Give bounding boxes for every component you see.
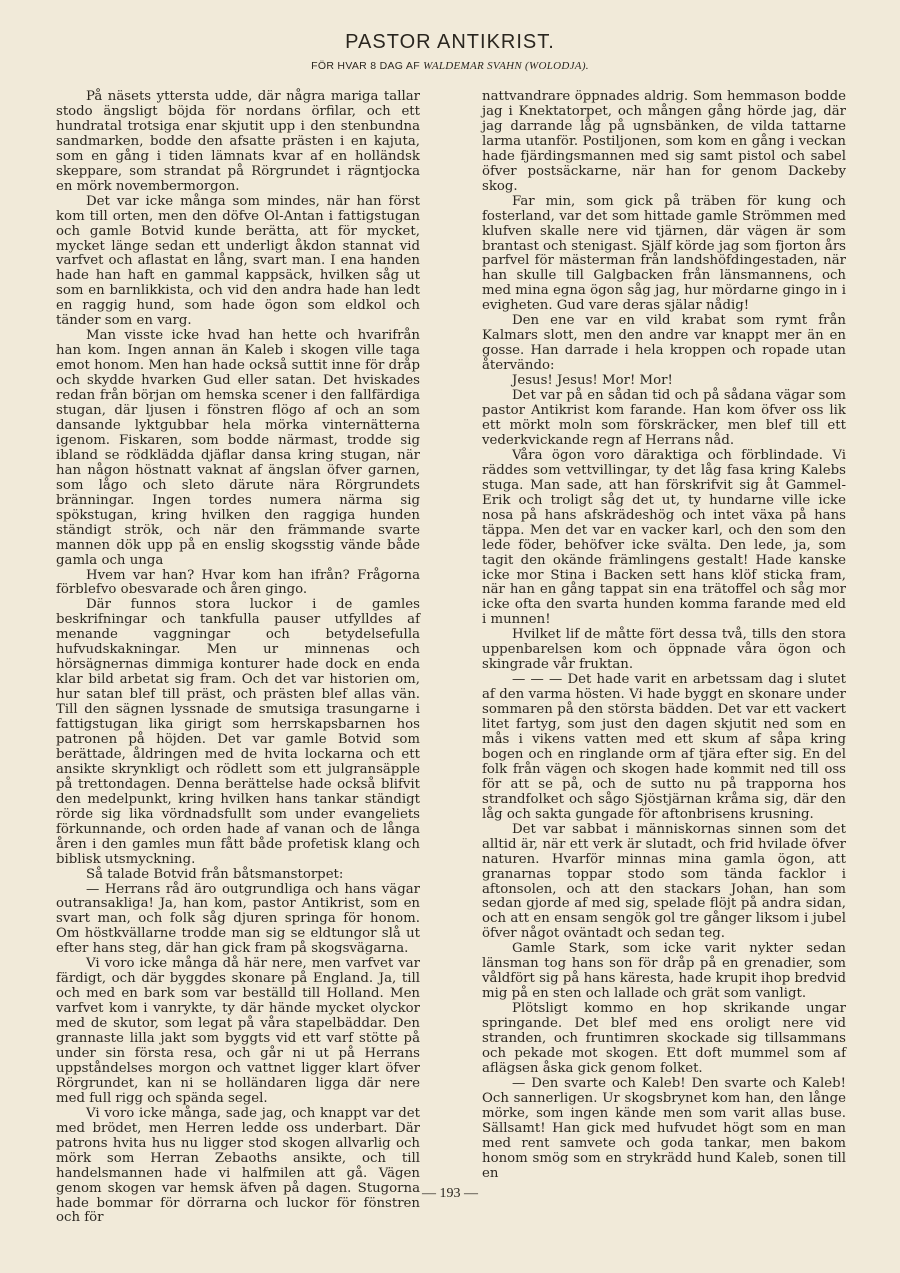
paragraph: — Den svarte och Kaleb! Den svarte och Kaleb! Och sannerligen. Ur skogsbrynet kom han, den långe mörke, som ingen kände men som varit allas buse. Sällsamt! Han gick med hufvudet högt som en man med rent samvete och goda tankar, men bakom honom smög som en strykrädd hund Kaleb, sonen till en <box>482 1075 846 1181</box>
paragraph: nattvandrare öppnades aldrig. Som hemmason bodde jag i Knektatorpet, och mången gång hörde jag, där jag darrande låg på ugnsbänken, de vilda tattarne larma utanför. Postiljonen, som kom en gång i veckan hade fjärdingsmannen med sig samt pistol och sabel öfver postsäckarne, när han for genom Dackeby skog. <box>482 89 846 194</box>
paragraph: Så talade Botvid från båtsmanstorpet: <box>86 866 344 882</box>
paragraph: Våra ögon voro däraktiga och förblindade. Vi räddes som vettvillingar, ty det låg fasa kring Kalebs stuga. Man sade, att han förskrifvit sig åt Gammel-Erik och troligt såg det ut, ty hundarne ville icke nosa på hans afskrädeshög och intet växa på hans täppa. Men det var en vacker karl, och den som den lede föder, behöfver icke svälta. Den lede, ja, som tagit den okände främlingens gestalt! Hade kanske icke mor Stina i Backen sett hans klöf sticka fram, när han en gång tappat sin ena trätoffel och såg mor icke ofta den svarta hunden komma farande med eld i munnen! <box>482 447 846 628</box>
story-title: PASTOR ANTIKRIST. <box>345 31 555 53</box>
byline-prefix: FÖR HVAR 8 DAG AF <box>311 60 420 72</box>
paragraph: På näsets yttersta udde, där några mariga tallar stodo ängsligt böjda för nordans örfilar, och ett hundratal trotsiga enar skjutit upp i den stenbundna sandmarken, bodde den afsatte prästen i en kajuta, som en gång i tiden lämnats kvar af en holländsk skeppare, som strandat på Rörgrundet i rägntjocka en mörk novembermorgon. <box>56 89 420 194</box>
paragraph: — — — Det hade varit en arbetssam dag i slutet af den varma hösten. Vi hade byggt en skonare under sommaren på den största bädden. Det var ett vackert litet fartyg, som just den dagen skjutit ned som en mås i vikens vatten med ett skum af såpa kring bogen och en ringlande orm af tjära efter sig. En del folk från vägen och skogen hade kommit ned till oss för att se på, och de sutto nu på trapporna hos strandfolket och sågo Sjöstjärnan kråma sig, där den låg och sakta gungade för aftonbrisens krusning. <box>482 672 846 822</box>
paragraph: Hvem var han? Hvar kom han ifrån? Frågorna förblefvo obesvarade och åren gingo. <box>56 567 420 598</box>
paragraph: Hvilket lif de måtte fört dessa två, tills den stora uppenbarelsen kom och öppnade våra ögon och skingrade vår fruktan. <box>482 627 846 673</box>
paragraph: Den ene var en vild krabat som rymt från Kalmars slott, men den andre var knappt mer än en gosse. Han darrade i hela kroppen och ropade utan återvändo: <box>482 313 846 374</box>
right-column <box>482 89 846 1181</box>
paragraph: Det var sabbat i människornas sinnen som det alltid är, när ett verk är slutadt, och frid hvilade öfver naturen. Hvarför minnas mina gamla ögon, att granarnas toppar stodo som tända facklor i aftonsolen, och att den stackars Johan, han som sedan gjorde af med sig, spelade flöjt på andra sidan, och att en ensam sengök gol tre gånger liksom i jubel öfver något oväntadt och sedan teg. <box>482 821 846 942</box>
paragraph: Gamle Stark, som icke varit nykter sedan länsman tog hans son för dråp på en grenadier, som våldfört sig på hans käresta, hade krupit ihop bredvid mig på en sten och lallade och grät som vanligt. <box>482 941 846 1002</box>
paragraph: Där funnos stora luckor i de gamles beskrifningar och tankfulla pauser utfylldes af menande vaggningar och betydelsefulla hufvudskakningar. Men ur minnenas och hörsägnernas dimmiga konturer hade dock en enda klar bild arbetat sig fram. Och det var historien om, hur satan blef till präst, och prästen blef allas vän. Till den sägnen lyssnade de smutsiga trasungarne i fattigstugan lika girigt som herrskapsbarnen hos patronen på höjden. Det var gamle Botvid som berättade, åldringen med de hvita lockarna och ett ansikte skrynkligt och rödlett som ett julgransäpple på trettondagen. Denna berättelse hade också blifvit den medelpunkt, kring hvilken hans tankar ständigt rörde sig lika vördnadsfullt som under evangeliets förkunnande, och orden hade af vanan och de långa åren i den gamles mun fått både profetisk klang och biblisk utsmyckning. <box>56 597 420 867</box>
paragraph: Vi voro icke många, sade jag, och knappt var det med brödet, men Herren ledde oss underbart. Där patrons hvita hus nu ligger stod skogen allvarlig och mörk som Herran Zebaoths ansikte, och till handelsmannen hade vi halfmilen att gå. Vägen genom skogen var hemsk äfven på dagen. Stugorna hade bommar för dörrarna och luckor för fönstren och för <box>56 1105 420 1226</box>
paragraph: Det var på en sådan tid och på sådana vägar som pastor Antikrist kom farande. Han kom öfver oss lik ett mörkt moln som förskräcker, men blef till ett vederkvickande regn af Herrans nåd. <box>482 388 846 448</box>
author-name: WALDEMAR SVAHN (WOLODJA). <box>423 60 589 72</box>
paragraph: Man visste icke hvad han hette och hvarifrån han kom. Ingen annan än Kaleb i skogen ville taga emot honom. Men han hade också suttit inne för dråp och skydde hvarken Gud eller satan. Det hviskades redan från början om hemska scener i den fallfärdiga stugan, där ljusen i fönstren flögo af och an som dansande lyktgubbar hela mörka vinternätterna igenom. Fiskaren, som bodde närmast, trodde sig ibland se rödklädda djäflar dansa kring stugan, när han någon höstnatt vaknat af ängslan öfver garnen, som lågo och sleto därute nära Rörgrundets bränningar. Ingen tordes numera närma sig spökstugan, kring hvilken den raggiga hunden ständigt strök, och när den främmande svarte mannen dök upp på en enslig skogsstig vände både gamla och unga <box>56 328 420 568</box>
paragraph: Jesus! Jesus! Mor! Mor! <box>512 373 673 389</box>
paragraph: Det var icke många som mindes, när han först kom till orten, men den döfve Ol-Antan i fattigstugan och gamle Botvid kunde berätta, att för mycket, mycket länge sedan ett underligt åkdon stannat vid varfvet och aflastat en lång, svart man. I ena handen hade han haft en gammal kappsäck, hvilken såg ut som en barnlikkista, och vid den andra hade han ledt en raggig hund, som hade ögon som eldkol och tänder som en varg. <box>56 193 420 329</box>
paragraph: Far min, som gick på träben för kung och fosterland, var det som hittade gamle Strömmen med klufven skalle nere vid tjärnen, där vägen är som brantast och stenigast. Själf körde jag som fjorton års parfvel för mästerman från landshöfdingestaden, när han skulle till Galgbacken från länsmannens, och med mina egna ögon såg jag, hur mördarne gingo in i evigheten. Gud vare deras själar nådig! <box>482 193 846 314</box>
left-column <box>56 89 420 1226</box>
paragraph: Vi voro icke många då här nere, men varfvet var färdigt, och där byggdes skonare på England. Ja, till och med en bark som var beställd till Holland. Men varfvet kom i vanrykte, ty där hände mycket olyckor med de skutor, som legat på våra stapelbäddar. Den grannaste lilla jakt som byggts vid ett varf stötte på under sin första resa, och går ni ut på Herrans uppståndelses morgon och vattnet ligger klart öfver Rörgrundet, kan ni se holländaren ligga där nere med full rigg och spända segel. <box>56 956 420 1106</box>
paragraph: Plötsligt kommo en hop skrikande ungar springande. Det blef med ens oroligt nere vid stranden, och fruntimren skockade sig tillsammans och pekade mot skogen. Ett doft mummel som af aflägsen åska gick genom folket. <box>482 1001 846 1076</box>
paragraph: — Herrans råd äro outgrundliga och hans vägar outransakliga! Ja, han kom, pastor Antikrist, som en svart man, och folk såg djuren springa för honom. Om höstkvällarne trodde man sig se eldtungor slå ut efter hans steg, där han gick fram på skogsvägarna. <box>56 881 420 957</box>
story-byline <box>0 60 900 72</box>
page-number: — 193 — <box>422 1186 478 1201</box>
